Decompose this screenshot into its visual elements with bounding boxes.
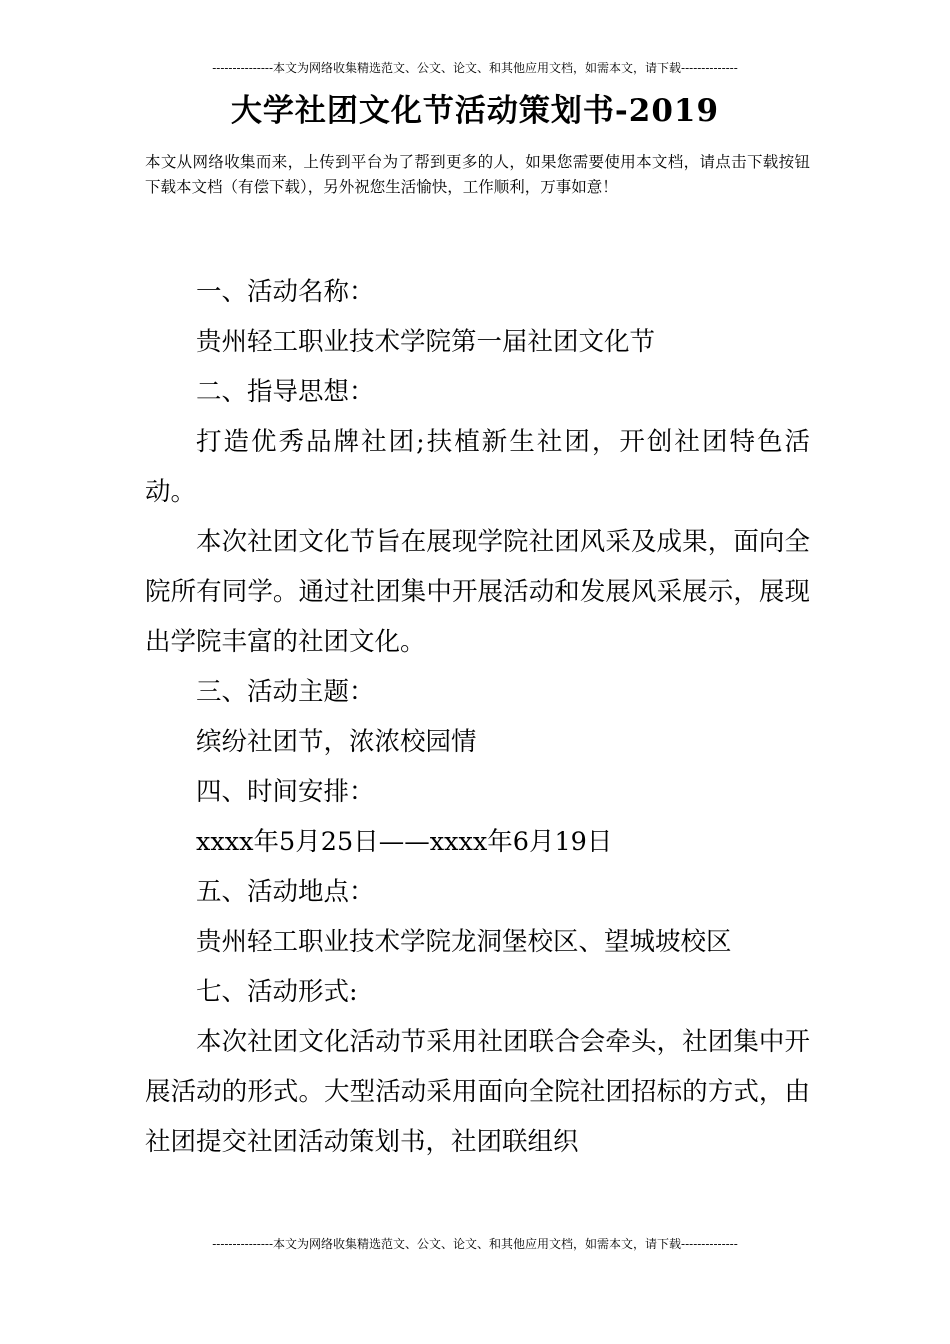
paragraph: 本次社团文化节旨在展现学院社团风采及成果，面向全院所有同学。通过社团集中开展活动和发展风采展示，展现出学院丰富的社团文化。 [145,527,810,657]
document-body [145,267,810,1167]
document-title: 大学社团文化节活动策划书-2019 [230,93,720,129]
paragraph: 贵州轻工职业技术学院第一届社团文化节 [196,327,656,357]
paragraph: 本次社团文化活动节采用社团联合会牵头，社团集中开展活动的形式。大型活动采用面向全院社团招标的方式，由社团提交社团活动策划书，社团联组织 [145,1027,810,1157]
intro-paragraph: 本文从网络收集而来，上传到平台为了帮到更多的人，如果您需要使用本文档，请点击下载按钮下载本文档（有偿下载），另外祝您生活愉快，工作顺利，万事如意！ [145,153,810,196]
section-heading-format: 七、活动形式: [196,977,358,1007]
section-heading-schedule: 四、时间安排： [196,777,375,807]
section-heading-location: 五、活动地点： [196,877,375,907]
header-banner: ---------------本文为网络收集精选范文、公文、论文、和其他应用文档，如需本文，请下载-------------- [212,61,738,75]
paragraph: 贵州轻工职业技术学院龙洞堡校区、望城坡校区 [196,927,732,957]
footer-banner: ---------------本文为网络收集精选范文、公文、论文、和其他应用文档，如需本文，请下载-------------- [212,1237,738,1251]
section-heading-name: 一、活动名称： [196,277,375,307]
paragraph: 缤纷社团节，浓浓校园情 [196,727,477,757]
section-heading-theme: 三、活动主题： [196,677,375,707]
section-heading-guiding-idea: 二、指导思想： [196,377,375,407]
paragraph: 打造优秀品牌社团;扶植新生社团，开创社团特色活动。 [145,427,810,507]
paragraph: xxxx年5月25日——xxxx年6月19日 [196,827,613,857]
